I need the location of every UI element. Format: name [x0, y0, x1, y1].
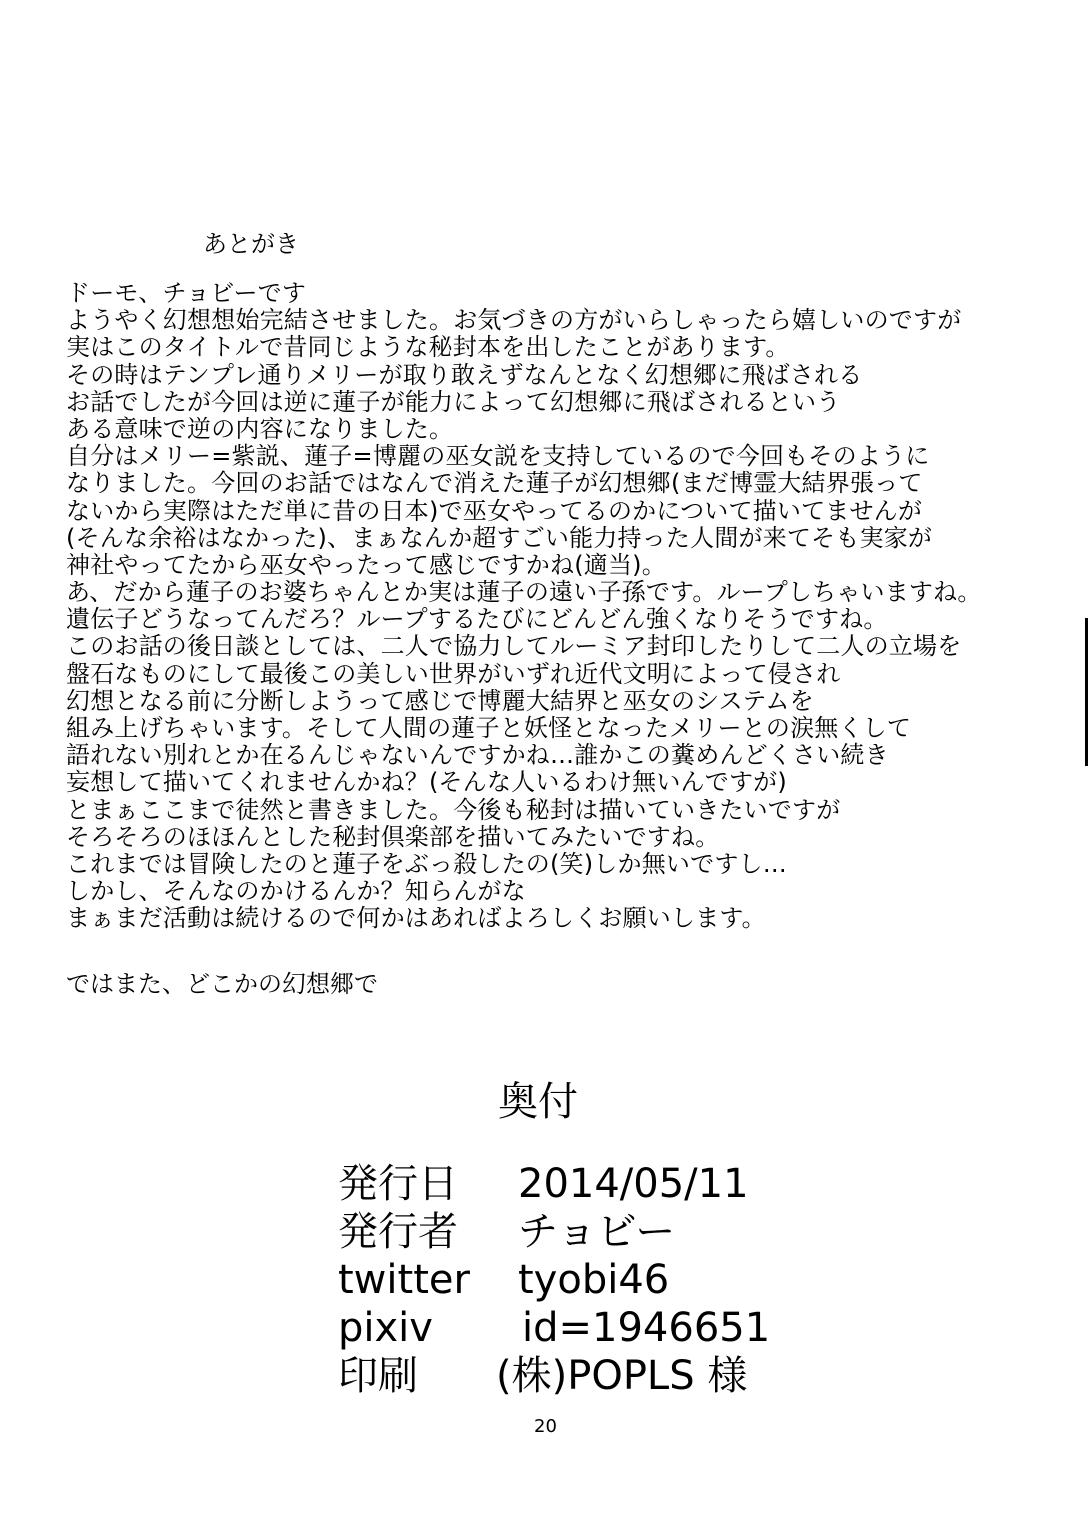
afterword-line: なりました。今回のお話ではなんで消えた蓮子が幻想郷(まだ博霊大結界張って	[66, 469, 923, 498]
publisher-value: チョビー	[518, 1209, 676, 1255]
afterword-line: しかし、そんなのかけるんか？知らんがな	[66, 877, 526, 906]
afterword-line: 神社やってたから巫女やったって感じですかね(適当)。	[66, 550, 666, 579]
afterword-line: 自分はメリー=紫説、蓮子=博麗の巫女説を支持しているので今回もそのように	[66, 442, 930, 471]
afterword-line: これまでは冒険したのと蓮子をぶっ殺したの(笑)しか無いですし…	[66, 849, 787, 878]
twitter-value: tyobi46	[518, 1257, 670, 1303]
publisher-label: 発行者	[338, 1209, 458, 1255]
afterword-line: 盤石なものにして最後この美しい世界がいずれ近代文明によって侵され	[66, 659, 841, 688]
afterword-line: まぁまだ活動は続けるので何かはあればよろしくお願いします。	[66, 904, 766, 933]
afterword-line: (そんな余裕はなかった)、まぁなんか超すごい能力持った人間が来てそも実家が	[66, 523, 933, 552]
afterword-line: ないから実際はただ単に昔の日本)で巫女やってるのかについて描いてませんが	[66, 496, 923, 525]
afterword-closing: ではまた、どこかの幻想郷で	[66, 970, 378, 998]
printer-value: (株)POPLS 様	[496, 1353, 748, 1399]
afterword-line: お話でしたが今回は逆に蓮子が能力によって幻想郷に飛ばされるという	[66, 387, 841, 416]
afterword-line: 幻想となる前に分断しようって感じで博麗大結界と巫女のシステムを	[66, 686, 814, 715]
afterword-body	[66, 280, 1076, 933]
afterword-line: 語れない別れとか在るんじゃないんですかね…誰かこの糞めんどくさい続き	[66, 741, 889, 770]
colophon-heading: 奥付	[498, 1079, 578, 1125]
afterword-line: 組み上げちゃいます。そして人間の蓮子と妖怪となったメリーとの涙無くして	[66, 714, 912, 742]
issue-date-value: 2014/05/11	[518, 1161, 749, 1207]
twitter-label: twitter	[338, 1257, 470, 1303]
page-edge-mark	[1085, 618, 1088, 766]
afterword-title: あとがき	[203, 230, 299, 258]
afterword-line: 遺伝子どうなってんだろ？ループするたびにどんどん強くなりそうですね。	[66, 605, 888, 634]
afterword-line: 実はこのタイトルで昔同じような秘封本を出したことがあります。	[66, 333, 790, 362]
afterword-line: その時はテンプレ通りメリーが取り敢えずなんとなく幻想郷に飛ばされる	[66, 360, 863, 389]
issue-date-label: 発行日	[338, 1161, 458, 1207]
afterword-line: このお話の後日談としては、二人で協力してルーミア封印したりして二人の立場を	[66, 632, 962, 661]
pixiv-value: id=1946651	[522, 1305, 771, 1351]
afterword-line: あ、だから蓮子のお婆ちゃんとか実は蓮子の遠い子孫です。ループしちゃいますね。	[66, 578, 982, 607]
afterword-line: そろそろのほほんとした秘封倶楽部を描いてみたいですね。	[66, 822, 720, 851]
afterword-line: ようやく幻想想始完結させました。お気づきの方がいらしゃったら嬉しいのですが	[66, 306, 962, 335]
afterword-line: とまぁここまで徒然と書きました。今後も秘封は描いていきたいですが	[66, 795, 841, 824]
page-number: 20	[534, 1416, 557, 1437]
afterword-line: ある意味で逆の内容になりました。	[66, 414, 454, 443]
pixiv-label: pixiv	[338, 1305, 433, 1351]
printer-label: 印刷	[338, 1353, 418, 1399]
afterword-line: ドーモ、チョビーです	[66, 279, 307, 307]
afterword-line: 妄想して描いてくれませんかね？(そんな人いるわけ無いんですが)	[66, 768, 787, 797]
